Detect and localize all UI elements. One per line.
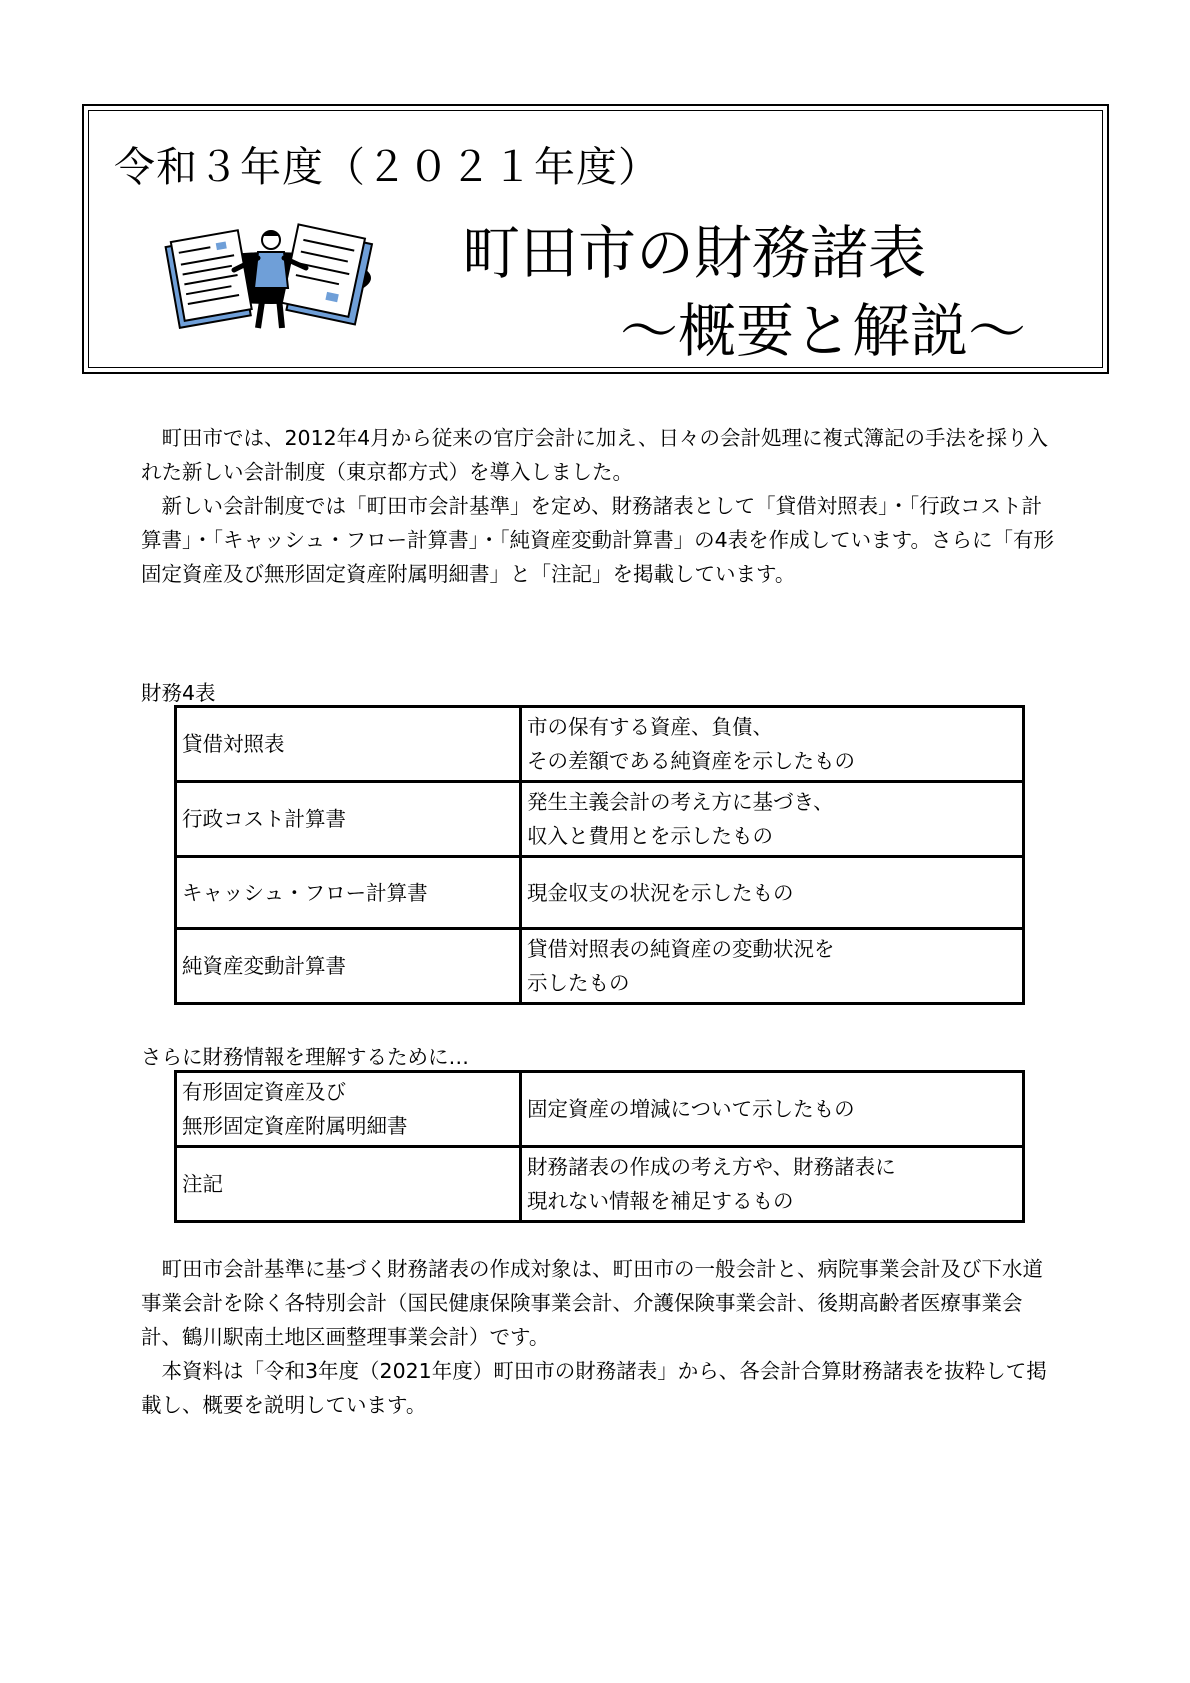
person-figure <box>234 231 306 328</box>
table-cell-description: 財務諸表の作成の考え方や、財務諸表に 現れない情報を補足するもの <box>521 1147 1024 1222</box>
four-tables-table <box>174 705 1025 1005</box>
supplementary-label: さらに財務情報を理解するために… <box>141 1045 469 1069</box>
table-row <box>176 1147 1024 1222</box>
intro-paragraph-2: 新しい会計制度では「町田市会計基準」を定め、財務諸表として「貸借対照表」・「行政コスト計算書」・「キャッシュ・フロー計算書」・「純資産変動計算書」の4表を作成しています。さらに「有形固定資産及び無形固定資産附属明細書」と「注記」を掲載しています。 <box>141 494 1054 586</box>
table-cell-name: キャッシュ・フロー計算書 <box>176 857 521 929</box>
table-row <box>176 782 1024 857</box>
table-row <box>176 857 1024 929</box>
right-document-icon <box>281 224 373 324</box>
table-cell-name: 貸借対照表 <box>176 707 521 782</box>
illustration-backdrop <box>171 252 371 304</box>
table-cell-name: 行政コスト計算書 <box>176 782 521 857</box>
table-cell-description: 現金収支の状況を示したもの <box>521 857 1024 929</box>
table-cell-name: 純資産変動計算書 <box>176 929 521 1004</box>
intro-text <box>141 421 1061 591</box>
table-row <box>176 1072 1024 1147</box>
four-tables-label: 財務4表 <box>141 681 216 705</box>
outro-paragraph-1: 町田市会計基準に基づく財務諸表の作成対象は、町田市の一般会計と、病院事業会計及び下水道事業会計を除く各特別会計（国民健康保険事業会計、介護保険事業会計、後期高齢者医療事業会計、鶴川駅南土地区画整理事業会計）です。 <box>141 1257 1043 1349</box>
table-cell-name: 有形固定資産及び 無形固定資産附属明細書 <box>176 1072 521 1147</box>
title-fiscal-year: 令和３年度（２０２１年度） <box>114 143 660 191</box>
outro-paragraph-2: 本資料は「令和3年度（2021年度）町田市の財務諸表」から、各会計合算財務諸表を抜粋して掲載し、概要を説明しています。 <box>141 1359 1047 1417</box>
title-box <box>82 104 1109 374</box>
page-subtitle: ～概要と解説～ <box>620 297 1027 365</box>
table-cell-description: 市の保有する資産、負債、 その差額である純資産を示したもの <box>521 707 1024 782</box>
supplementary-table <box>174 1070 1025 1223</box>
table-cell-name: 注記 <box>176 1147 521 1222</box>
outro-text <box>141 1252 1061 1422</box>
table-row <box>176 929 1024 1004</box>
table-cell-description: 発生主義会計の考え方に基づき、 収入と費用とを示したもの <box>521 782 1024 857</box>
table-row <box>176 707 1024 782</box>
left-document-icon <box>165 230 253 328</box>
table-cell-description: 固定資産の増減について示したもの <box>521 1072 1024 1147</box>
intro-paragraph-1: 町田市では、2012年4月から従来の官庁会計に加え、日々の会計処理に複式簿記の手法を採り入れた新しい会計制度（東京都方式）を導入しました。 <box>141 426 1048 484</box>
table-cell-description: 貸借対照表の純資産の変動状況を 示したもの <box>521 929 1024 1004</box>
page-title: 町田市の財務諸表 <box>462 219 927 287</box>
document-presenter-illustration <box>154 218 384 338</box>
